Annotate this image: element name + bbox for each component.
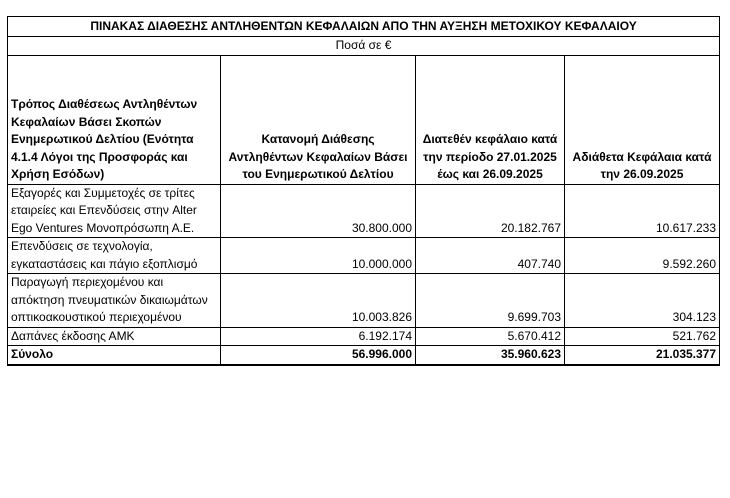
table-row — [8, 184, 720, 238]
unspent-value: 304.123 — [565, 274, 720, 328]
currency-unit: Ποσά σε € — [8, 37, 720, 56]
header-spent: Διατεθέν κεφάλαιο κατά την περίοδο 27.01.2025 έως και 26.09.2025 — [416, 55, 565, 184]
row-label: Εξαγορές και Συμμετοχές σε τρίτες εταιρείες και Επενδύσεις στην Alter Ego Ventures Μονοπρόσωπη Α.Ε. — [8, 184, 221, 238]
allocation-value: 30.800.000 — [221, 184, 416, 238]
header-unspent: Αδιάθετα Κεφάλαια κατά την 26.09.2025 — [565, 55, 720, 184]
allocation-value: 10.003.826 — [221, 274, 416, 328]
spent-value: 20.182.767 — [416, 184, 565, 238]
total-label: Σύνολο — [8, 346, 221, 365]
table-title: ΠΙΝΑΚΑΣ ΔΙΑΘΕΣΗΣ ΑΝΤΛΗΘΕΝΤΩΝ ΚΕΦΑΛΑΙΩΝ ΑΠΟ ΤΗΝ ΑΥΞΗΣΗ ΜΕΤΟΧΙΚΟΥ ΚΕΦΑΛΑΙΟΥ — [8, 17, 720, 37]
allocation-value: 6.192.174 — [221, 327, 416, 346]
title-row — [8, 17, 720, 37]
total-spent: 35.960.623 — [416, 346, 565, 365]
header-purpose: Τρόπος Διαθέσεως Αντληθέντων Κεφαλαίων Βάσει Σκοπών Ενημερωτικού Δελτίου (Ενότητα 4.1.4 Λόγοι της Προσφοράς και Χρήση Εσόδων) — [8, 55, 221, 184]
row-label: Επενδύσεις σε τεχνολογία, εγκαταστάσεις και πάγιο εξοπλισμό — [8, 238, 221, 274]
row-label: Παραγωγή περιεχομένου και απόκτηση πνευματικών δικαιωμάτων οπτικοακουστικού περιεχομένου — [8, 274, 221, 328]
unit-row — [8, 37, 720, 56]
header-allocation: Κατανομή Διάθεσης Αντληθέντων Κεφαλαίων Βάσει του Ενημερωτικού Δελτίου — [221, 55, 416, 184]
header-row — [8, 55, 720, 184]
unspent-value: 10.617.233 — [565, 184, 720, 238]
row-label: Δαπάνες έκδοσης ΑΜΚ — [8, 327, 221, 346]
total-unspent: 21.035.377 — [565, 346, 720, 365]
unspent-value: 521.762 — [565, 327, 720, 346]
total-allocation: 56.996.000 — [221, 346, 416, 365]
unspent-value: 9.592.260 — [565, 238, 720, 274]
spent-value: 407.740 — [416, 238, 565, 274]
table-row — [8, 238, 720, 274]
table-row — [8, 274, 720, 328]
allocation-value: 10.000.000 — [221, 238, 416, 274]
allocation-table — [7, 16, 720, 366]
spent-value: 5.670.412 — [416, 327, 565, 346]
total-row — [8, 346, 720, 365]
spent-value: 9.699.703 — [416, 274, 565, 328]
table-row — [8, 327, 720, 346]
